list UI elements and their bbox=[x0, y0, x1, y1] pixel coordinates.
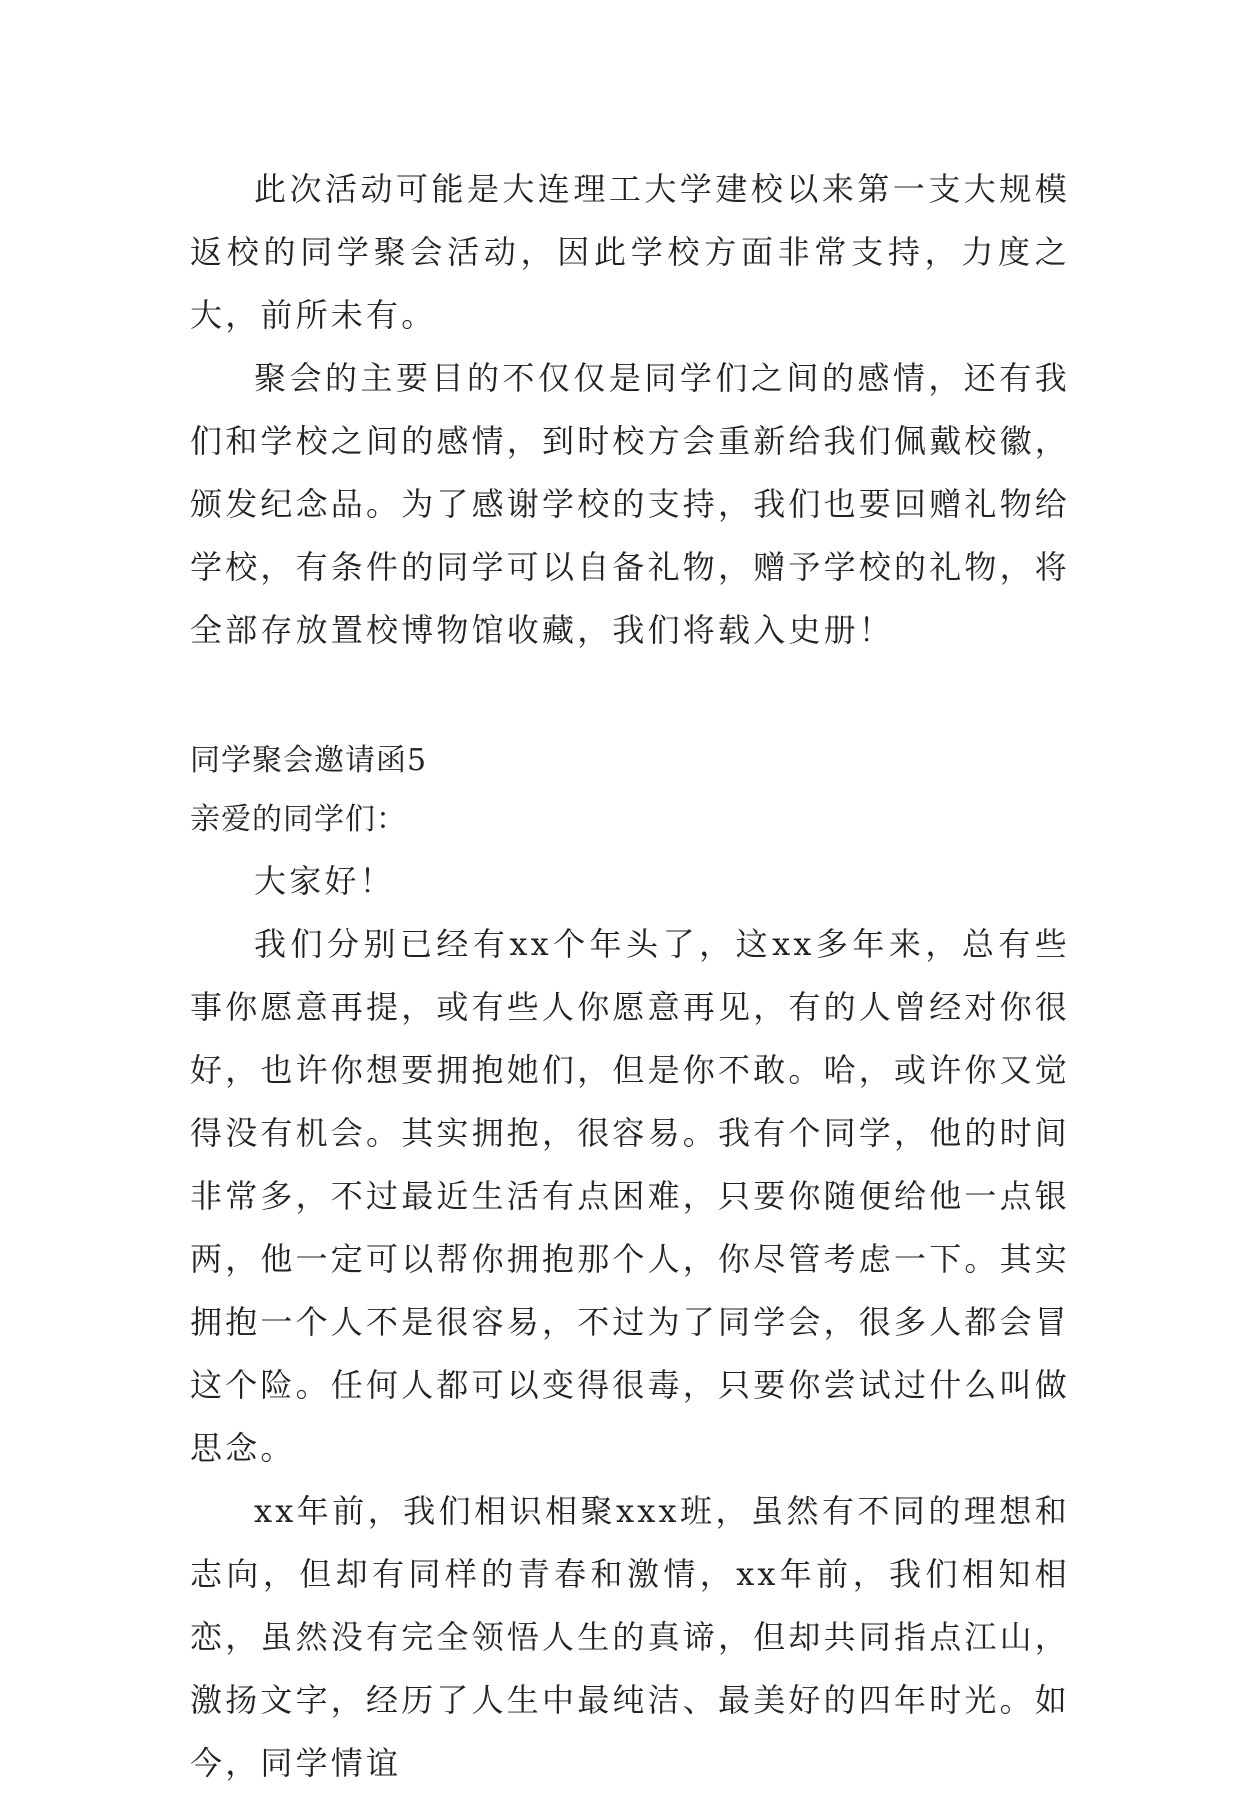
section-title: 同学聚会邀请函5 bbox=[190, 743, 428, 778]
paragraph-reunion-purpose: 聚会的主要目的不仅仅是同学们之间的感情，还有我们和学校之间的感情，到时校方会重新给我们佩戴校徽，颁发纪念品。为了感谢学校的支持，我们也要回赠礼物给学校，有条件的同学可以自备礼物，赠予学校的礼物，将全部存放置校博物馆收藏，我们将载入史册！ bbox=[190, 359, 1071, 649]
paragraph-event-support: 此次活动可能是大连理工大学建校以来第一支大规模返校的同学聚会活动，因此学校方面非常支持，力度之大，前所未有。 bbox=[190, 170, 1070, 334]
document-body bbox=[190, 158, 1070, 1795]
paragraph-years-ago: xx年前，我们相识相聚xxx班，虽然有不同的理想和志向，但却有同样的青春和激情，xx年前，我们相知相恋，虽然没有完全领悟人生的真谛，但却共同指点江山，激扬文字，经历了人生中最纯洁、最美好的四年时光。如今，同学情谊 bbox=[190, 1492, 1071, 1782]
section-spacer bbox=[190, 662, 1070, 732]
greeting: 大家好！ bbox=[254, 862, 395, 900]
paragraph-years-apart: 我们分别已经有xx个年头了，这xx多年来，总有些事你愿意再提，或有些人你愿意再见，有的人曾经对你很好，也许你想要拥抱她们，但是你不敢。哈，或许你又觉得没有机会。其实拥抱，很容易。我有个同学，他的时间非常多，不过最近生活有点困难，只要你随便给他一点银两，他一定可以帮你拥抱那个人，你尽管考虑一下。其实拥抱一个人不是很容易，不过为了同学会，很多人都会冒这个险。任何人都可以变得很毒，只要你尝试过什么叫做思念。 bbox=[190, 925, 1071, 1467]
salutation: 亲爱的同学们： bbox=[190, 802, 407, 837]
